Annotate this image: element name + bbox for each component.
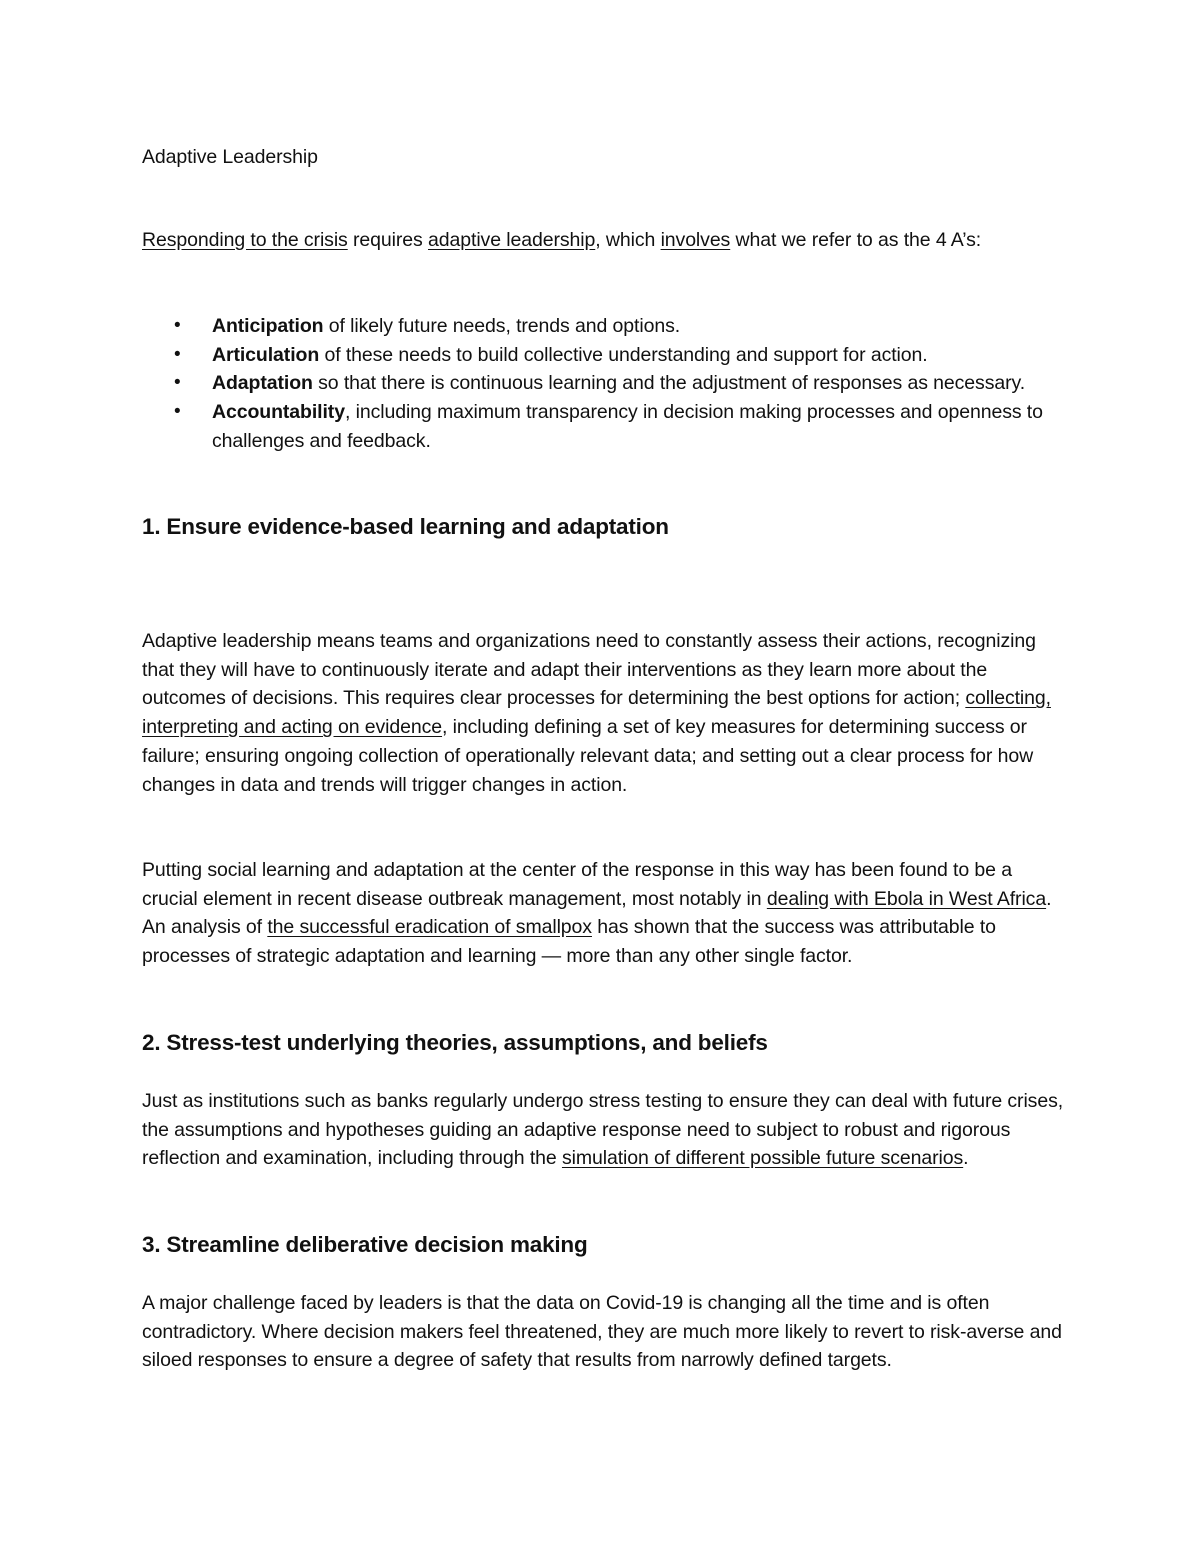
- link-involves[interactable]: involves: [660, 229, 731, 251]
- bullet-term: Accountability: [212, 401, 345, 424]
- link-smallpox-eradication[interactable]: the successful eradication of smallpox: [267, 916, 592, 939]
- bullet-text: so that there is continuous learning and the adjustment of responses as necessary.: [312, 372, 1026, 395]
- section-2-heading: 2. Stress-test underlying theories, assumptions, and beliefs: [142, 1030, 768, 1055]
- bullet-text: of likely future needs, trends and options.: [323, 315, 681, 337]
- para-text: has shown that the success was attributable to processes of strategic adaptation and learning — more than any other single factor.: [142, 916, 996, 968]
- list-item: [142, 398, 1072, 455]
- bullet-icon: •: [174, 315, 181, 336]
- four-as-list: [142, 312, 1072, 456]
- link-adaptive-leadership[interactable]: adaptive leadership: [428, 229, 596, 251]
- bullet-icon: •: [174, 343, 181, 365]
- bullet-icon: •: [174, 372, 181, 394]
- para-text: .: [963, 1147, 969, 1170]
- section-1-paragraph-2: [142, 856, 1072, 971]
- list-item: [142, 312, 1072, 341]
- section-1-heading: 1. Ensure evidence-based learning and adaptation: [142, 514, 669, 539]
- link-responding-to-crisis[interactable]: Responding to the crisis: [142, 229, 348, 251]
- list-item: [142, 369, 1072, 398]
- intro-paragraph: [142, 226, 1072, 255]
- intro-text-3: what we refer to as the 4 A’s:: [730, 229, 982, 251]
- intro-text-1: requires: [347, 229, 429, 251]
- para-text: . An analysis of: [142, 887, 1052, 939]
- section-3-paragraph: A major challenge faced by leaders is that the data on Covid-19 is changing all the time and is often contradictory. Where decision makers feel threatened, they are much more likely to revert to risk-averse and siloed responses to ensure a degree of safety that results from narrowly defined targets.: [142, 1292, 1062, 1372]
- link-future-scenarios[interactable]: simulation of different possible future scenarios: [561, 1147, 964, 1170]
- section-3-heading: 3. Streamline deliberative decision making: [142, 1232, 588, 1257]
- bullet-text: , including maximum transparency in decision making processes and openness to challenges and feedback.: [212, 401, 1043, 452]
- intro-text-2: , which: [595, 229, 661, 251]
- para-text: Adaptive leadership means teams and organizations need to constantly assess their actions, recognizing that they will have to continuously iterate and adapt their interventions as they learn more about the outcomes of decisions. This requires clear processes for determining the best options for action;: [142, 630, 1036, 710]
- link-ebola-west-africa[interactable]: dealing with Ebola in West Africa: [766, 887, 1047, 910]
- bullet-icon: •: [174, 401, 181, 423]
- bullet-term: Articulation: [212, 343, 320, 366]
- section-2-paragraph: [142, 1087, 1072, 1173]
- para-text: Just as institutions such as banks regularly undergo stress testing to ensure they can deal with future crises, the assumptions and hypotheses guiding an adaptive response need to subject to robust and rigorous reflection and examination, including through the: [142, 1090, 1064, 1170]
- document-title: Adaptive Leadership: [142, 146, 318, 168]
- section-1-paragraph-1: [142, 627, 1072, 799]
- bullet-term: Adaptation: [212, 372, 313, 395]
- bullet-term: Anticipation: [212, 315, 324, 337]
- para-text: Putting social learning and adaptation at the center of the response in this way has been found to be a crucial element in recent disease outbreak management, most notably in: [142, 859, 1012, 910]
- list-item: [142, 341, 1072, 370]
- bullet-text: of these needs to build collective understanding and support for action.: [319, 343, 928, 366]
- link-collecting-evidence[interactable]: collecting, interpreting and acting on evidence: [142, 687, 1051, 739]
- para-text: , including defining a set of key measures for determining success or failure; ensuring ongoing collection of operationally relevant data; and setting out a clear process for how changes in data and trends will trigger changes in action.: [142, 716, 1034, 796]
